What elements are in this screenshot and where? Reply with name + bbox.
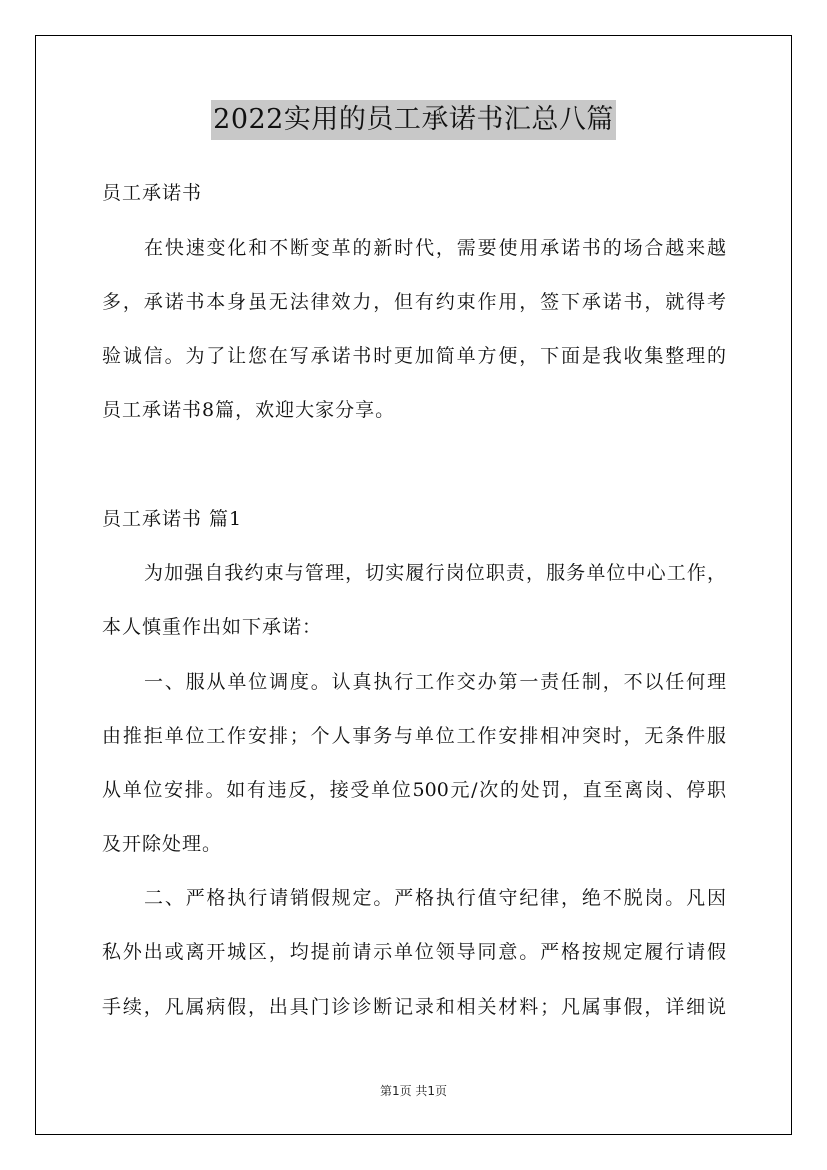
section-heading: 员工承诺书 篇1 bbox=[102, 508, 243, 530]
paragraph-line: 在快速变化和不断变革的新时代，需要使用承诺书的场合越来越 bbox=[144, 237, 726, 259]
paragraph-line: 由推拒单位工作安排；个人事务与单位工作安排相冲突时，无条件服 bbox=[102, 725, 726, 747]
page-footer: 第1页 共1页 bbox=[379, 1084, 448, 1098]
paragraph-line: 从单位安排。如有违反，接受单位500元/次的处罚，直至离岗、停职 bbox=[102, 779, 726, 801]
paragraph-line: 本人慎重作出如下承诺： bbox=[102, 616, 323, 638]
paragraph-line: 一、服从单位调度。认真执行工作交办第一责任制，不以任何理 bbox=[144, 671, 726, 693]
paragraph-line: 多，承诺书本身虽无法律效力，但有约束作用，签下承诺书，就得考 bbox=[102, 291, 726, 313]
document-title: 2022实用的员工承诺书汇总八篇 bbox=[211, 100, 616, 140]
paragraph-line: 私外出或离开城区，均提前请示单位领导同意。严格按规定履行请假 bbox=[102, 941, 726, 963]
paragraph-line: 员工承诺书8篇，欢迎大家分享。 bbox=[102, 399, 396, 421]
paragraph-line: 为加强自我约束与管理，切实履行岗位职责，服务单位中心工作， bbox=[144, 562, 726, 584]
paragraph-line: 二、严格执行请销假规定。严格执行值守纪律，绝不脱岗。凡因 bbox=[144, 887, 726, 909]
paragraph-line: 验诚信。为了让您在写承诺书时更加简单方便，下面是我收集整理的 bbox=[102, 345, 726, 367]
title-container bbox=[0, 100, 827, 140]
paragraph-line: 及开除处理。 bbox=[102, 833, 223, 855]
paragraph-line: 手续，凡属病假，出具门诊诊断记录和相关材料；凡属事假，详细说 bbox=[102, 996, 726, 1018]
section-heading: 员工承诺书 bbox=[102, 182, 203, 204]
